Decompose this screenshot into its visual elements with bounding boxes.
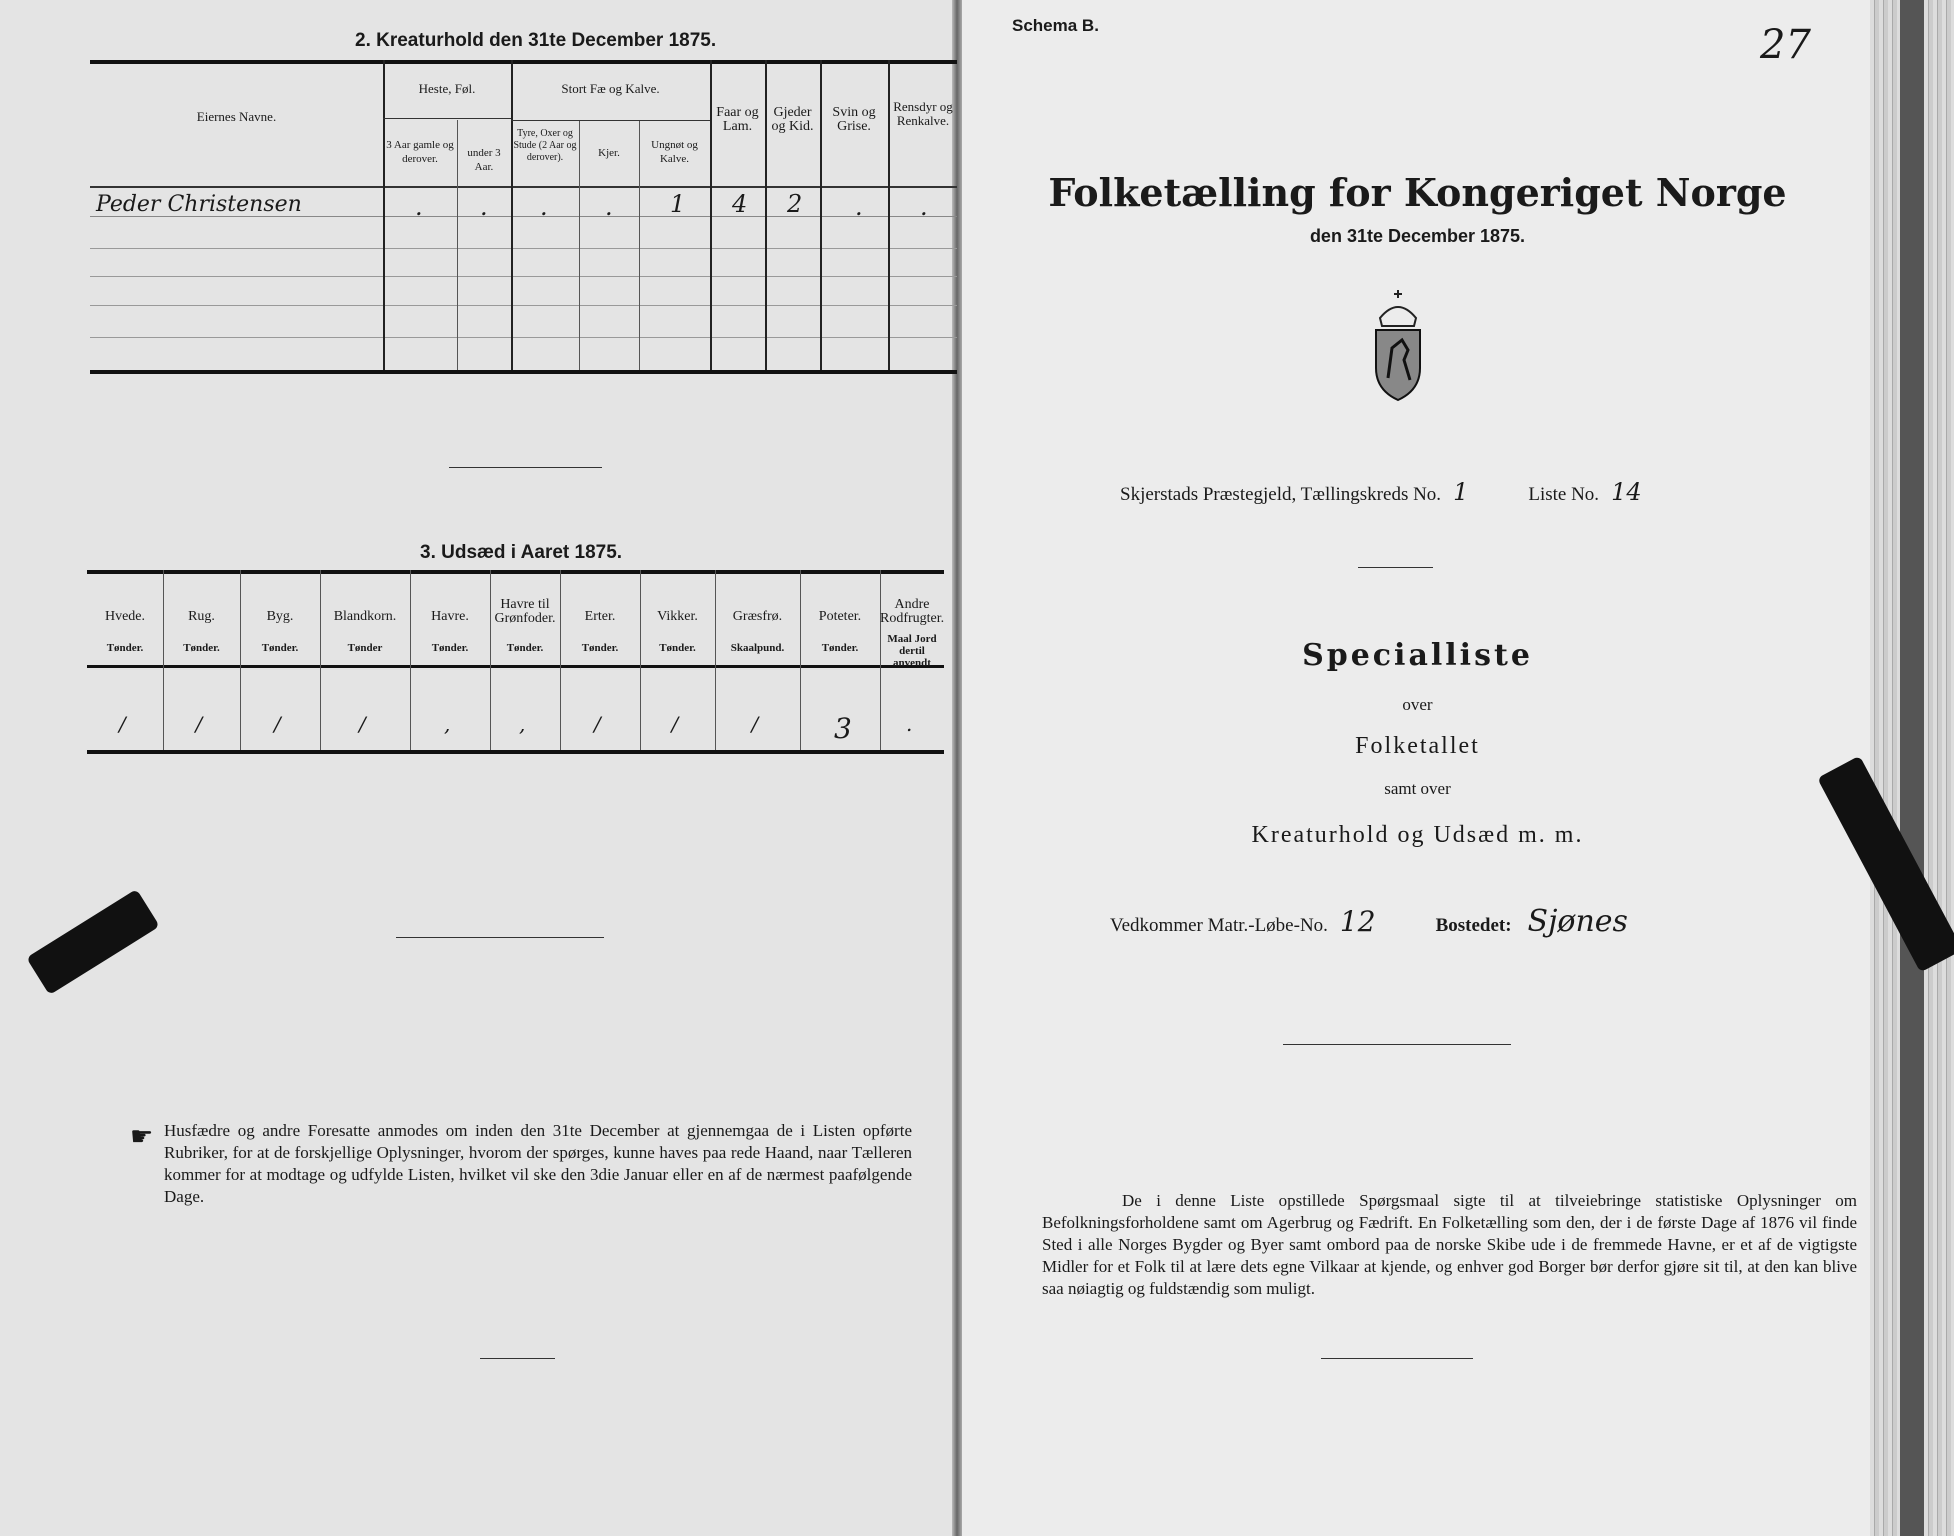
col-header: Rensdyr og Renkalve. <box>893 99 953 128</box>
col-unit: Tønder. <box>821 642 859 654</box>
col-line <box>383 60 385 370</box>
coat-of-arms-icon <box>1368 288 1428 404</box>
col-header: Vikker. <box>657 609 698 624</box>
col-header: Gjeder og Kid. <box>771 105 814 134</box>
col-header: Havre til Grønfoder. <box>494 597 556 626</box>
bosted-value: Sjønes <box>1527 904 1628 939</box>
table-bottom-rule <box>87 750 944 754</box>
cell-value: . <box>605 193 613 221</box>
table-bottom-rule <box>90 370 957 374</box>
col-header: Erter. <box>584 609 616 624</box>
separator <box>1358 567 1433 568</box>
table-header-rule <box>87 665 944 668</box>
col-unit: Tønder. <box>659 642 696 654</box>
schema-label: Schema B. <box>1012 16 1099 35</box>
kreds-no: 1 <box>1453 478 1469 506</box>
col-line <box>490 570 491 750</box>
col-unit: Maal Jord dertil anvendt <box>887 633 937 669</box>
matr-no: 12 <box>1339 905 1376 938</box>
col-unit: Tønder. <box>183 642 220 654</box>
matr-label: Vedkommer Matr.-Løbe-No. <box>1110 915 1328 936</box>
col-line <box>715 570 716 750</box>
col-unit: Skaalpund. <box>730 642 785 654</box>
cell-value: . <box>855 193 863 221</box>
col-line <box>800 570 801 750</box>
book-edge-shadow <box>1900 0 1924 1536</box>
col-header: Faar og Lam. <box>716 105 759 134</box>
cell-value: / <box>359 712 366 736</box>
col-unit: Tønder. <box>431 642 469 654</box>
separator <box>480 1358 555 1359</box>
samt-over-text: samt over <box>1384 779 1451 798</box>
row-line <box>90 305 957 306</box>
left-page <box>0 0 958 1536</box>
col-unit: Tønder. <box>506 642 544 654</box>
col-line <box>320 570 321 750</box>
parish-line <box>1120 478 1642 506</box>
section3-title: 3. Udsæd i Aaret 1875. <box>420 542 623 563</box>
table-top-rule <box>90 60 957 64</box>
main-title: Folketælling for Kongeriget Norge <box>1048 170 1787 215</box>
col-line <box>240 570 241 750</box>
col-header: Svin og Grise. <box>832 105 876 134</box>
row-line <box>90 248 957 249</box>
over-text: over <box>1402 695 1433 714</box>
separator <box>1283 1044 1511 1045</box>
col-header: Rug. <box>188 609 215 624</box>
col-header: Andre Rodfrugter. <box>880 597 945 626</box>
col-header: Blandkorn. <box>333 609 397 624</box>
owner-header: Eiernes Navne. <box>196 109 277 124</box>
section2-title: 2. Kreaturhold den 31te December 1875. <box>355 30 717 51</box>
row-line <box>90 276 957 277</box>
col-unit: Tønder. <box>261 642 299 654</box>
specialliste-heading: Specialliste <box>1302 638 1533 673</box>
col-line <box>640 570 641 750</box>
col-line <box>560 570 561 750</box>
notice-text: Husfædre og andre Foresatte anmodes om inden den 31te December at gjennemgaa de i Listen opførte Rubriker, for at de forskjellige Oplysninger, hvorom der spørges, kunne haves paa rede Haand, naar Tælleren kommer for at modtage og udfylde Listen, hvilket vil ske den 3die Januar eller en af de nærmest paafølgende Dage. <box>164 1121 912 1206</box>
separator <box>1321 1358 1473 1359</box>
col-line <box>511 60 513 370</box>
liste-label: Liste No. <box>1528 484 1600 505</box>
col-header: Hvede. <box>104 609 146 624</box>
cell-value: 4 <box>732 190 748 218</box>
bosted-label: Bostedet: <box>1435 915 1512 936</box>
table-top-rule <box>87 570 944 574</box>
cell-value: , <box>519 712 526 736</box>
cell-value: / <box>195 712 203 736</box>
row-line <box>90 337 957 338</box>
col-header: Havre. <box>431 609 469 624</box>
cell-value: . <box>480 193 488 221</box>
parish-label: Skjerstads Præstegjeld, Tællingskreds No. <box>1120 484 1442 505</box>
intro-paragraph: De i denne Liste opstillede Spørgsmaal sigte til at tilveiebringe statistiske Oplysninger om Befolkningsforholdene samt om Agerbrug og Fædrift. En Folketælling som den, der i de første Dage af 1876 vil finde Sted i alle Norges Bygder og Byer samt ombord paa de norske Skibe ude i de fremmede Havne, er et af de vigtigste Midler for et Folk til at lære dets egne Vilkaar at kjende, og enhver god Borger bør derfor gjøre sit til, at den kan blive saa nøiagtig og fuldstændig som muligt. <box>1042 1191 1857 1298</box>
col-unit: Tønder. <box>106 642 144 654</box>
cell-value: / <box>671 712 679 736</box>
group-heste: Heste, Føl. <box>418 81 476 96</box>
cell-value: 2 <box>787 190 803 218</box>
cell-value: / <box>119 712 126 736</box>
cell-value: . <box>920 193 928 221</box>
owner-name: Peder Christensen <box>96 192 302 217</box>
group-stort: Stort Fæ og Kalve. <box>561 81 660 96</box>
date-subtitle: den 31te December 1875. <box>1309 226 1526 246</box>
kreaturhold-text: Kreaturhold og Udsæd m. m. <box>1251 822 1584 848</box>
col-line <box>410 570 411 750</box>
cell-value: / <box>274 712 281 736</box>
col-header: 3 Aar gamle og derover. <box>386 139 454 165</box>
folketallet-text: Folketallet <box>1355 733 1480 759</box>
cell-value: / <box>594 712 601 736</box>
page-number: 27 <box>1760 22 1811 68</box>
cell-value: . <box>415 193 423 221</box>
separator <box>396 937 604 938</box>
table-header-rule <box>90 186 957 188</box>
col-header: Ungnøt og Kalve. <box>651 139 698 165</box>
pointing-hand-icon: ☛ <box>130 1122 154 1151</box>
col-line <box>163 570 164 750</box>
cell-value: . <box>906 712 913 736</box>
col-header: Kjer. <box>598 147 620 159</box>
col-unit: Tønder <box>347 642 383 654</box>
group-rule <box>511 120 710 121</box>
cell-value: , <box>444 712 451 736</box>
group-rule <box>383 118 511 119</box>
col-header: Poteter. <box>818 609 862 624</box>
liste-no: 14 <box>1611 478 1642 506</box>
separator <box>449 467 602 468</box>
cell-value: / <box>751 712 759 736</box>
cell-value: 1 <box>670 190 686 218</box>
matr-line <box>1110 904 1628 939</box>
col-unit: Tønder. <box>581 642 619 654</box>
col-header: under 3 Aar. <box>467 147 501 173</box>
col-header: Græsfrø. <box>732 609 783 624</box>
col-header: Byg. <box>266 609 294 624</box>
col-header: Tyre, Oxer og Stude (2 Aar og derover). <box>513 128 577 163</box>
cell-value: . <box>540 193 548 221</box>
cell-value: 3 <box>834 712 852 745</box>
